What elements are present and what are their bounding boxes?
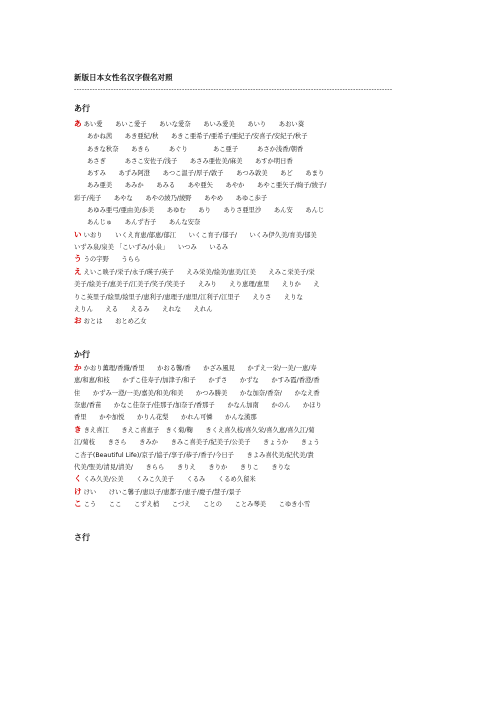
kana-label: く [74,474,82,483]
group-e [74,266,424,316]
group-u [74,253,424,266]
section-heading-ka: か行 [74,350,90,359]
kana-label: あ [74,119,82,128]
kana-label: き [74,425,82,434]
group-ki [74,424,424,474]
group-ko [74,498,424,511]
name-line: あんじゅ あんず杏子 あんな安奈 [87,219,201,227]
name-line: えりん える えるみ えれな えれん [74,305,213,313]
name-line: いおり いくえ育恵/郁恵/郁江 いくこ育子/郁子/ いくみ伊久美/育美/郁美 [83,232,317,239]
name-line: あかね茜 あき亜紀/秋 あきこ亜希子/亜希子/亜紀子/安喜子/安紀子/秋子 [87,133,308,141]
group-i [74,229,424,255]
name-line: うの宇野 うらら [83,256,141,263]
name-line: けい けいこ馨子/恵以子/恵都子/恵子/慶子/慧子/景子 [83,489,242,496]
kana-label: う [74,254,82,263]
name-line: くみ久美/公美 くみこ久美子 くるみ くるめ久留米 [83,476,256,483]
kana-label: こ [74,499,82,508]
document-title: 新版日本女性名汉字假名对照 [74,73,173,82]
divider-rule: ------------------------------------------------------------------------------------------------------------------------- [74,86,393,93]
name-line: 代美/聖美/清見/清美/ きらら きりえ きりか きりこ きりな [74,463,291,471]
group-a [74,118,424,230]
kana-label: け [74,487,82,496]
name-line: あすみ あずみ阿澄 あつこ温子/厚子/敦子 あつみ敦美 あど あまり [87,170,325,178]
group-ka [74,362,424,424]
name-line: あい愛 あいこ愛子 あいな愛奈 あいみ愛美 あいり あおい葵 [83,121,304,128]
kana-label: か [74,363,82,372]
name-line: あみ亜美 あみか あみる あや亜矢 あやか あやこ亜矢子/絢子/綾子/ [87,182,327,190]
name-line: 恵/和恵/和枝 かずこ佳寿子/加津子/和子 かずさ かずな かすみ霞/香澄/香 [74,377,320,385]
name-line: かおり薫理/香織/香里 かおる馨/香 かざみ風見 かずえ一栄/一美/一恵/寿 [83,365,317,372]
name-line: こう ここ こずえ梢 こづえ ことの ことみ琴美 こゆき小雪 [83,501,311,508]
name-line: えいこ映子/栄子/永子/瑛子/英子 えみ栄美/絵美/恵美/江美 えみこ栄美子/栄 [83,269,315,276]
group-o [74,315,424,328]
section-heading-sa: さ行 [74,533,90,542]
kana-label: お [74,316,82,325]
name-line: 住 かずみ一澄/一美/嘉美/和美/和美 かつみ勝美 かな加奈/香奈/ かなえ香 [74,389,320,397]
name-line: 奈恵/香苗 かなこ佳奈子/佳那子/加奈子/香那子 かなん加南 かのん かほり [74,401,322,409]
name-line: あゆみ亜弓/亜由美/歩美 あゆむ あり ありさ亜里沙 あん安 あんじ [87,207,325,215]
name-line: りこ英里子/絵里/絵里子/恵利子/恵理子/恵里/江利子/江里子 えりさ えりな [74,293,303,301]
name-line: あさぎ あさこ安佐子/浅子 あさみ亜佐美/麻美 あすか明日香 [87,157,293,165]
section-heading-a: あ行 [74,104,90,113]
kana-label: い [74,230,82,239]
name-line: おとは おとめ乙女 [83,318,147,325]
name-line: こ杏子(Beautiful Life)/京子/協子/享子/恭子/香子/今日子 きよみ喜代美/紀代美/貴 [74,451,314,459]
group-ku [74,473,424,486]
name-line: あきな秋奈 あきら あぐり あこ亜子 あさか浅香/朝香 [87,145,304,153]
name-line: いずみ泉/泉美 「こいずみ/小泉」 いつみ いるみ [74,244,229,252]
name-line: 美子/絵美子/恵美子/江美子/笑子/笑美子 えみり えり恵理/恵里 えりか え [74,281,320,289]
name-line: きえ喜江 きえこ喜恵子 きく菊/鞠 きくえ喜久枝/喜久栄/喜久恵/喜久江/菊 [83,427,315,434]
name-line: 香里 かや加悦 かりん花梨 かれん可憐 かんな漢那 [74,414,257,422]
name-line: 彩子/苑子 あやな あやの綾乃/綾野 あやめ あゆこ歩子 [74,194,268,202]
kana-label: え [74,267,82,276]
name-line: 江/菊枝 きさら きみか きみこ喜美子/紀美子/公美子 きょうか きょう [74,439,320,447]
